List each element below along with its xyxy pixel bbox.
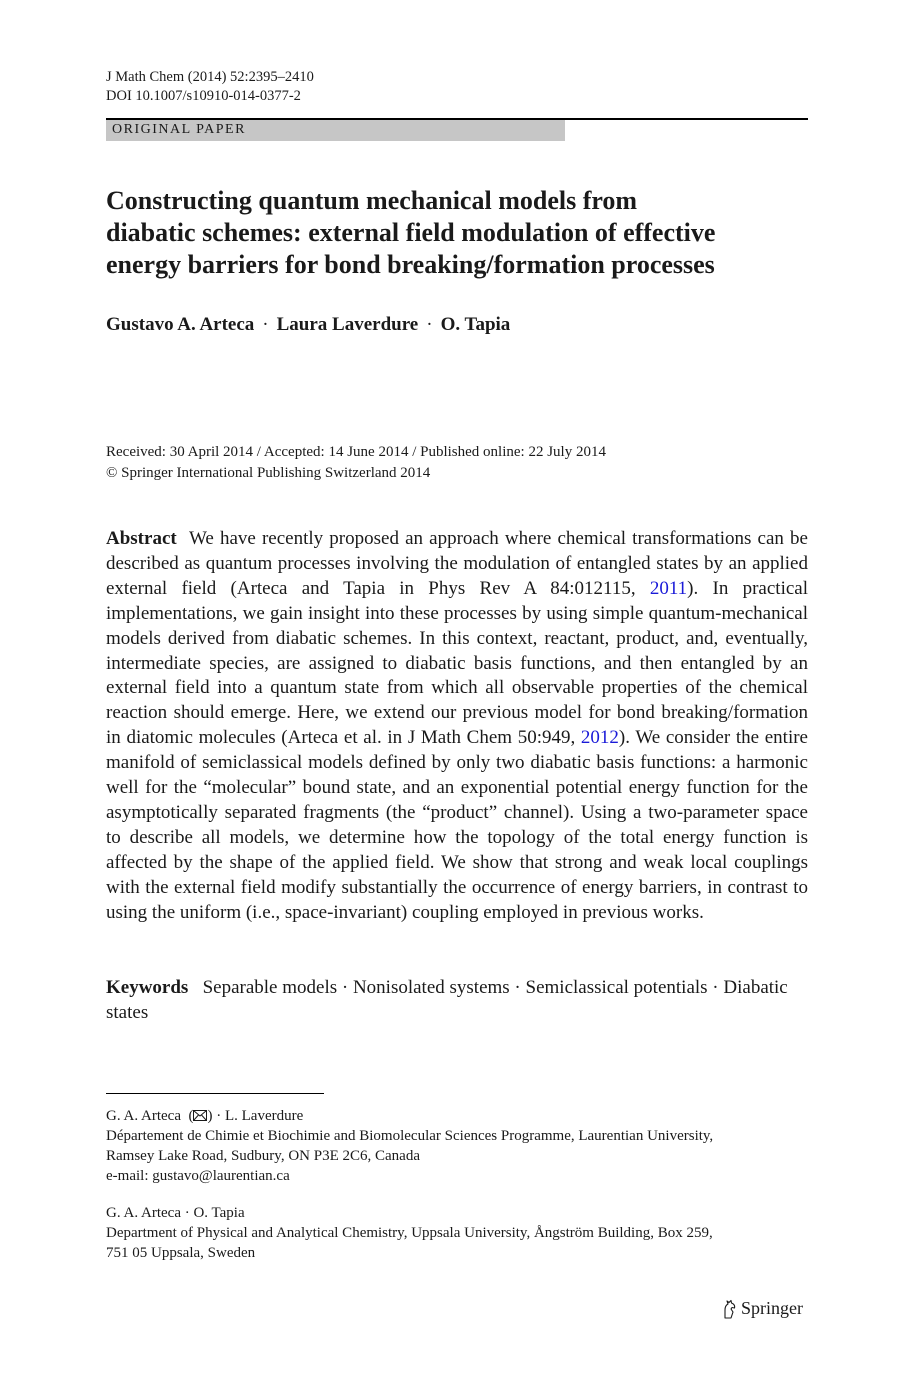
title-line: energy barriers for bond breaking/formation processes [106, 250, 715, 279]
category-label: ORIGINAL PAPER [112, 122, 246, 137]
abstract-text: ). In practical implementations, we gain insight into these processes by using simple quantum-mechanical models derived from diabatic schemes. In this context, reactant, product, and, eventually, intermediate species, are assigned to diabatic basis functions, and then entangled by an external field into a quantum state from which all observable properties of the chemical reaction should emerge. Here, we extend our previous model for bond breaking/formation in diatomic molecules (Arteca et al. in J Math Chem 50:949, [106, 577, 808, 749]
title-line: diabatic schemes: external field modulation of effective [106, 218, 716, 247]
citation-link[interactable]: 2011 [649, 577, 688, 599]
publisher-logo [722, 1298, 803, 1319]
paper-title [106, 185, 808, 281]
keywords [106, 975, 808, 1025]
envelope-icon[interactable] [193, 1110, 207, 1121]
dates-line: Received: 30 April 2014 / Accepted: 14 June 2014 / Published online: 22 July 2014 [106, 444, 606, 460]
footnote-rule [106, 1093, 324, 1094]
affiliation-line: Department of Physical and Analytical Chemistry, Uppsala University, Ångström Building, Box 259, [106, 1225, 713, 1241]
affiliation-author: G. A. Arteca [106, 1108, 181, 1124]
publisher-name: Springer [741, 1298, 803, 1318]
keywords-heading: Keywords [106, 977, 189, 998]
abstract-text: We have recently proposed an approach where chemical transformations can be described as quantum processes involving the modulation of entangled states by an applied external field (Arteca and Tapia in Phys Rev A 84:012115, [106, 528, 808, 599]
author-name[interactable]: Laura Laverdure [276, 314, 419, 335]
category-bar [106, 120, 565, 141]
copyright-line: © Springer International Publishing Switzerland 2014 [106, 465, 431, 481]
publication-history [106, 442, 606, 484]
journal-citation: J Math Chem (2014) 52:2395–2410 [106, 69, 314, 85]
doi: DOI 10.1007/s10910-014-0377-2 [106, 88, 301, 104]
affiliation-line: 751 05 Uppsala, Sweden [106, 1245, 256, 1261]
affiliation-email[interactable]: e-mail: gustavo@laurentian.ca [106, 1168, 290, 1184]
keywords-list: Separable models · Nonisolated systems · Semiclassical potentials · Diabatic states [106, 977, 788, 1023]
citation-link[interactable]: 2012 [580, 727, 619, 749]
author-separator: · [262, 314, 269, 335]
abstract-heading: Abstract [106, 528, 177, 549]
abstract [106, 527, 808, 926]
affiliation-author: · L. Laverdure [216, 1108, 304, 1124]
affiliation-authors: G. A. Arteca ( ) · L. Laverdure [106, 1108, 304, 1124]
springer-horse-icon [722, 1299, 736, 1319]
abstract-text: ). We consider the entire manifold of semiclassical models defined by only two diabatic basis functions: a harmonic well for the “molecular” bound state, and an exponential potential energy function for the asymptotically separated fragments (the “product” channel). Using a two-parameter space to describe all models, we determine how the topology of the total energy function is affected by the shape of the applied field. We show that strong and weak local couplings with the external field modify substantially the occurrence of energy barriers, in contrast to using the uniform (i.e., space-invariant) coupling employed in previous works. [106, 727, 808, 923]
title-line: Constructing quantum mechanical models from [106, 186, 638, 215]
author-list [106, 314, 510, 336]
affiliation-authors: G. A. Arteca · O. Tapia [106, 1205, 245, 1221]
affiliation-line: Ramsey Lake Road, Sudbury, ON P3E 2C6, Canada [106, 1148, 420, 1164]
author-separator: · [426, 314, 433, 335]
affiliation-2 [106, 1203, 808, 1263]
author-name[interactable]: O. Tapia [440, 314, 511, 335]
journal-header [106, 68, 314, 106]
affiliation-1 [106, 1106, 808, 1186]
author-name[interactable]: Gustavo A. Arteca [106, 314, 255, 335]
affiliation-line: Département de Chimie et Biochimie and Biomolecular Sciences Programme, Laurentian University, [106, 1128, 714, 1144]
